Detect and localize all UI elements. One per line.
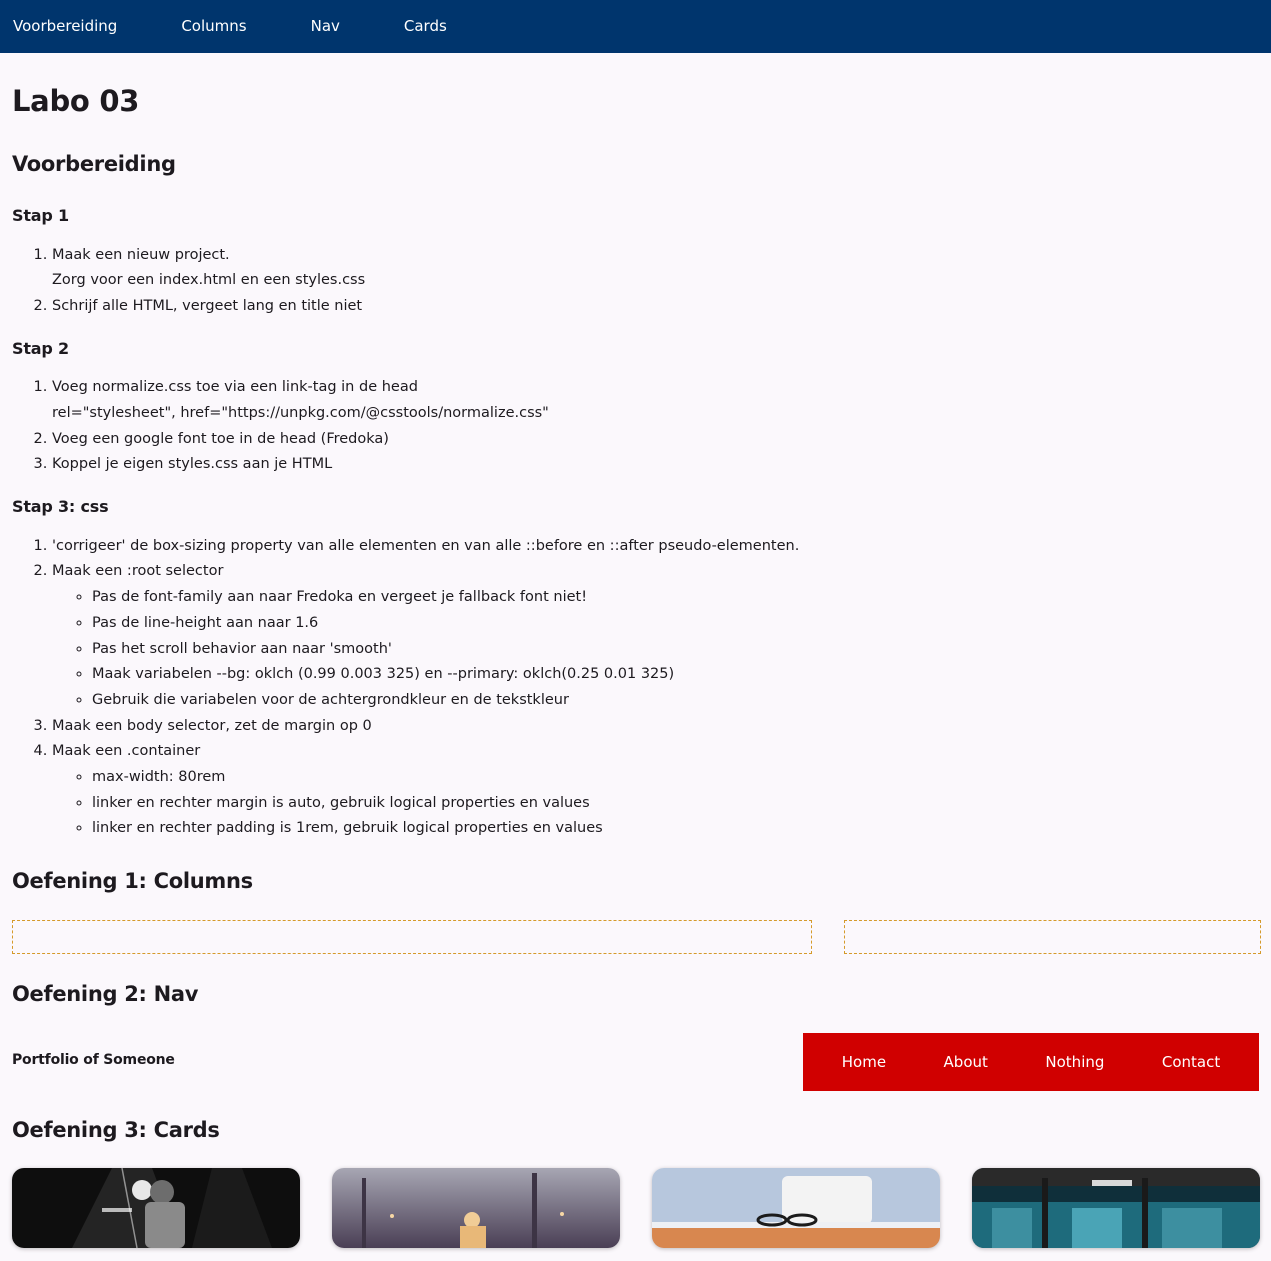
card-image-glasses-desk — [652, 1168, 940, 1248]
card-concert[interactable] — [12, 1168, 300, 1248]
list-item-text: Voeg normalize.css toe via een link-tag in de head — [52, 379, 418, 396]
sub-list-item: ◦ Pas de line-height aan naar 1.6 — [92, 611, 1259, 637]
list-item — [52, 559, 1259, 713]
list-item — [52, 375, 1259, 426]
portfolio-nav — [803, 1033, 1259, 1091]
list-item: 2. Schrijf alle HTML, vergeet lang en title niet — [52, 294, 1259, 320]
columns-row — [12, 920, 1259, 954]
card-image-building — [972, 1168, 1260, 1248]
topnav-link-columns[interactable]: Columns — [181, 17, 247, 35]
list-item-text: Maak een :root selector — [52, 563, 224, 580]
stap3-list — [12, 534, 1259, 842]
list-item — [52, 739, 1259, 842]
sub-list-item: ◦ Pas de font-family aan naar Fredoka en vergeet je fallback font niet! — [92, 585, 1259, 611]
top-nav — [0, 0, 1271, 53]
section-title-oefening1: Oefening 1: Columns — [12, 869, 253, 894]
sub-list — [52, 585, 1259, 714]
card-foggy-street[interactable] — [332, 1168, 620, 1248]
list-item: 3. Maak een body selector, zet de margin op 0 — [52, 714, 1259, 740]
card-image-foggy-street — [332, 1168, 620, 1248]
sub-list-item: ◦ Maak variabelen --bg: oklch (0.99 0.003 325) en --primary: oklch(0.25 0.01 325) — [92, 662, 1259, 688]
portfolio-header — [12, 1033, 1259, 1091]
sub-list-item: ◦ linker en rechter margin is auto, gebruik logical properties en values — [92, 791, 1259, 817]
list-item: 1. 'corrigeer' de box-sizing property van alle elementen en van alle ::before en ::after pseudo-elementen. — [52, 534, 1259, 560]
page-title: Labo 03 — [12, 84, 140, 118]
list-item-text: rel="stylesheet", href="https://unpkg.com/@csstools/normalize.css" — [52, 404, 549, 421]
sub-list-item: ◦ Pas het scroll behavior aan naar 'smooth' — [92, 637, 1259, 663]
sub-list — [52, 765, 1259, 842]
list-item: 3. Koppel je eigen styles.css aan je HTML — [52, 452, 1259, 478]
nav-link-about[interactable]: About — [943, 1053, 988, 1072]
nav-link-contact[interactable]: Contact — [1161, 1053, 1221, 1072]
cards-row — [12, 1168, 1259, 1238]
sub-list-item: ◦ Gebruik die variabelen voor de achtergrondkleur en de tekstkleur — [92, 688, 1259, 714]
sub-list-item: ◦ linker en rechter padding is 1rem, gebruik logical properties en values — [92, 816, 1259, 842]
stap3-title: Stap 3: css — [12, 497, 109, 517]
main-container — [0, 86, 1271, 1238]
list-item-text: Zorg voor een index.html en een styles.css — [52, 272, 366, 289]
card-building[interactable] — [972, 1168, 1260, 1248]
list-item — [52, 243, 1259, 294]
topnav-link-voorbereiding[interactable]: Voorbereiding — [13, 17, 118, 35]
stap1-title: Stap 1 — [12, 205, 69, 225]
card-image-concert — [12, 1168, 300, 1248]
list-item-text: Maak een nieuw project. — [52, 246, 230, 263]
list-item-text: Maak een .container — [52, 743, 201, 760]
stap1-list — [12, 243, 1259, 320]
column-box-right — [844, 920, 1261, 954]
column-box-left — [12, 920, 812, 954]
card-glasses-desk[interactable] — [652, 1168, 940, 1248]
stap2-title: Stap 2 — [12, 338, 69, 358]
nav-link-home[interactable]: Home — [841, 1053, 887, 1072]
nav-link-nothing[interactable]: Nothing — [1045, 1053, 1105, 1072]
topnav-link-cards[interactable]: Cards — [403, 17, 447, 35]
section-title-oefening2: Oefening 2: Nav — [12, 982, 199, 1007]
portfolio-brand: Portfolio of Someone — [12, 1052, 175, 1069]
list-item: 2. Voeg een google font toe in de head (Fredoka) — [52, 427, 1259, 453]
topnav-link-nav[interactable]: Nav — [310, 17, 340, 35]
section-title-voorbereiding: Voorbereiding — [12, 151, 176, 176]
section-title-oefening3: Oefening 3: Cards — [12, 1118, 220, 1143]
stap2-list — [12, 375, 1259, 478]
sub-list-item: ◦ max-width: 80rem — [92, 765, 1259, 791]
